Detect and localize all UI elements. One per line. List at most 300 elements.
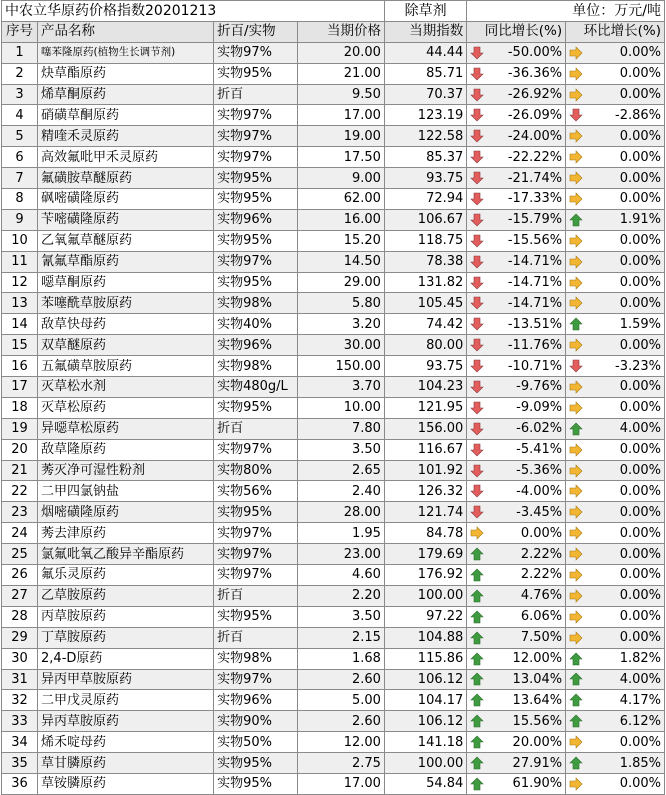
table-row: [2, 314, 665, 335]
table-row: [2, 335, 665, 356]
yoy-cell: [467, 147, 566, 168]
mom-cell: [566, 209, 665, 230]
row-idx: 5: [2, 126, 38, 147]
table-title: 中农立华原药价格指数20201213: [2, 1, 385, 22]
header-index: 当期指数: [384, 21, 466, 42]
row-idx: 28: [2, 606, 38, 627]
product-name: 二甲四氯钠盐: [38, 481, 214, 502]
spec: 实物40%: [214, 314, 298, 335]
mom-value: 0.00%: [619, 588, 661, 604]
current-index: 44.44: [384, 42, 466, 63]
current-price: 3.20: [298, 314, 384, 335]
header-spec: 折百/实物: [214, 21, 298, 42]
mom-value: 0.00%: [619, 546, 661, 562]
yoy-value: 13.04%: [512, 671, 563, 687]
mom-value: 0.00%: [619, 483, 661, 499]
arrow-down-icon: [470, 46, 484, 60]
yoy-cell: [467, 209, 566, 230]
mom-cell: [566, 502, 665, 523]
current-index: 93.75: [384, 168, 466, 189]
arrow-right-icon: [569, 296, 583, 310]
product-name: 灭草松原药: [38, 397, 214, 418]
mom-cell: [566, 189, 665, 210]
arrow-right-icon: [569, 505, 583, 519]
arrow-right-icon: [569, 380, 583, 394]
arrow-down-icon: [470, 67, 484, 81]
spec: 实物95%: [214, 502, 298, 523]
current-price: 3.50: [298, 606, 384, 627]
mom-value: 0.00%: [619, 87, 661, 102]
mom-value: 0.00%: [619, 149, 661, 165]
spec: 实物95%: [214, 189, 298, 210]
table-row: [2, 523, 665, 544]
spec: 折百: [214, 84, 298, 105]
mom-value: 0.00%: [619, 463, 661, 479]
current-index: 106.12: [384, 669, 466, 690]
yoy-cell: [467, 565, 566, 586]
row-idx: 26: [2, 565, 38, 586]
row-idx: 16: [2, 356, 38, 377]
product-name: 氟磺胺草醚原药: [38, 168, 214, 189]
table-row: [2, 293, 665, 314]
arrow-down-icon: [470, 422, 484, 436]
yoy-cell: [467, 690, 566, 711]
arrow-right-icon: [569, 276, 583, 290]
arrow-down-icon: [470, 401, 484, 415]
header-name: 产品名称: [38, 21, 214, 42]
yoy-cell: [467, 502, 566, 523]
mom-value: -3.23%: [615, 358, 661, 374]
current-index: 122.58: [384, 126, 466, 147]
current-index: 106.12: [384, 711, 466, 732]
arrow-right-icon: [569, 443, 583, 457]
yoy-cell: [467, 356, 566, 377]
arrow-up-icon: [470, 610, 484, 624]
mom-cell: [566, 753, 665, 774]
mom-cell: [566, 460, 665, 481]
mom-cell: [566, 565, 665, 586]
title-row: [2, 1, 665, 22]
product-name: 氯氟吡氧乙酸异辛酯原药: [38, 544, 214, 565]
current-price: 20.00: [298, 42, 384, 63]
current-index: 131.82: [384, 272, 466, 293]
row-idx: 2: [2, 63, 38, 84]
mom-value: 0.00%: [619, 609, 661, 625]
spec: 实物97%: [214, 565, 298, 586]
spec: 实物50%: [214, 732, 298, 753]
arrow-down-icon: [470, 171, 484, 185]
current-index: 121.95: [384, 397, 466, 418]
yoy-value: -3.45%: [516, 504, 563, 520]
product-name: 烟嘧磺隆原药: [38, 502, 214, 523]
spec: 折百: [214, 585, 298, 606]
header-row: [2, 21, 665, 42]
arrow-right-icon: [569, 568, 583, 582]
product-name: 乙氧氟草醚原药: [38, 230, 214, 251]
product-name: 苄嘧磺隆原药: [38, 209, 214, 230]
mom-value: 0.00%: [619, 442, 661, 458]
mom-cell: [566, 523, 665, 544]
current-index: 74.42: [384, 314, 466, 335]
yoy-cell: [467, 251, 566, 272]
yoy-value: -5.36%: [516, 463, 563, 479]
yoy-cell: [467, 773, 566, 794]
current-index: 93.75: [384, 356, 466, 377]
mom-value: 0.00%: [619, 66, 661, 82]
header-mom: 环比增长(%): [566, 21, 665, 42]
table-row: [2, 356, 665, 377]
spec: 实物97%: [214, 669, 298, 690]
row-idx: 8: [2, 189, 38, 210]
yoy-cell: [467, 272, 566, 293]
current-price: 150.00: [298, 356, 384, 377]
current-price: 9.00: [298, 168, 384, 189]
mom-cell: [566, 439, 665, 460]
table-row: [2, 189, 665, 210]
table-row: [2, 439, 665, 460]
current-index: 84.78: [384, 523, 466, 544]
spec: 实物95%: [214, 397, 298, 418]
arrow-up-icon: [569, 756, 583, 770]
arrow-up-icon: [470, 568, 484, 582]
arrow-up-icon: [470, 756, 484, 770]
table-row: [2, 377, 665, 398]
spec: 实物480g/L: [214, 377, 298, 398]
product-name: 双草醚原药: [38, 335, 214, 356]
yoy-cell: [467, 648, 566, 669]
arrow-down-icon: [470, 192, 484, 206]
product-name: 精喹禾灵原药: [38, 126, 214, 147]
row-idx: 23: [2, 502, 38, 523]
current-price: 62.00: [298, 189, 384, 210]
mom-cell: [566, 84, 665, 105]
yoy-value: -50.00%: [507, 45, 563, 61]
current-price: 3.50: [298, 439, 384, 460]
yoy-value: -24.00%: [507, 128, 563, 144]
current-price: 4.60: [298, 565, 384, 586]
yoy-cell: [467, 753, 566, 774]
current-index: 115.86: [384, 648, 466, 669]
table-row: [2, 648, 665, 669]
arrow-down-icon: [470, 464, 484, 478]
arrow-down-icon: [569, 359, 583, 373]
yoy-cell: [467, 335, 566, 356]
mom-cell: [566, 648, 665, 669]
table-row: [2, 544, 665, 565]
yoy-value: -9.09%: [516, 400, 563, 416]
yoy-value: -14.71%: [507, 254, 563, 270]
mom-cell: [566, 606, 665, 627]
mom-cell: [566, 314, 665, 335]
mom-value: 0.00%: [619, 295, 661, 311]
table-row: [2, 63, 665, 84]
product-name: 砜嘧磺隆原药: [38, 189, 214, 210]
spec: 实物96%: [214, 335, 298, 356]
yoy-value: 12.00%: [512, 651, 563, 667]
mom-cell: [566, 335, 665, 356]
arrow-up-icon: [569, 213, 583, 227]
mom-value: 0.00%: [619, 734, 661, 750]
mom-value: 0.00%: [619, 170, 661, 186]
current-price: 16.00: [298, 209, 384, 230]
yoy-value: 2.22%: [520, 567, 563, 583]
product-name: 丙草胺原药: [38, 606, 214, 627]
current-index: 156.00: [384, 418, 466, 439]
table-row: [2, 711, 665, 732]
arrow-down-icon: [470, 88, 484, 102]
yoy-cell: [467, 293, 566, 314]
header-yoy: 同比增长(%): [467, 21, 566, 42]
mom-value: 1.82%: [619, 651, 661, 667]
row-idx: 10: [2, 230, 38, 251]
yoy-value: 7.50%: [520, 630, 563, 646]
arrow-right-icon: [470, 526, 484, 540]
spec: 实物95%: [214, 773, 298, 794]
mom-cell: [566, 230, 665, 251]
yoy-cell: [467, 439, 566, 460]
arrow-down-icon: [470, 213, 484, 227]
table-row: [2, 732, 665, 753]
mom-cell: [566, 669, 665, 690]
yoy-value: -26.09%: [507, 107, 563, 123]
product-name: 硝磺草酮原药: [38, 105, 214, 126]
current-index: 80.00: [384, 335, 466, 356]
spec: 实物97%: [214, 147, 298, 168]
yoy-cell: [467, 585, 566, 606]
product-name: 五氟磺草胺原药: [38, 356, 214, 377]
product-name: 2,4-D原药: [38, 648, 214, 669]
yoy-cell: [467, 481, 566, 502]
mom-value: 0.00%: [619, 45, 661, 61]
table-row: [2, 460, 665, 481]
yoy-value: -9.76%: [516, 379, 563, 395]
current-index: 104.23: [384, 377, 466, 398]
current-price: 30.00: [298, 335, 384, 356]
yoy-cell: [467, 460, 566, 481]
mom-value: 0.00%: [619, 233, 661, 249]
spec: 实物95%: [214, 606, 298, 627]
current-index: 54.84: [384, 773, 466, 794]
yoy-cell: [467, 105, 566, 126]
arrow-right-icon: [569, 526, 583, 540]
yoy-value: -10.71%: [507, 358, 563, 374]
mom-cell: [566, 690, 665, 711]
row-idx: 7: [2, 168, 38, 189]
yoy-cell: [467, 544, 566, 565]
current-index: 123.19: [384, 105, 466, 126]
mom-value: 0.00%: [619, 504, 661, 520]
table-row: [2, 585, 665, 606]
spec: 实物95%: [214, 753, 298, 774]
yoy-cell: [467, 606, 566, 627]
arrow-down-icon: [470, 150, 484, 164]
current-index: 105.45: [384, 293, 466, 314]
row-idx: 18: [2, 397, 38, 418]
product-name: 敌草隆原药: [38, 439, 214, 460]
mom-value: 0.00%: [619, 128, 661, 144]
spec: 实物95%: [214, 168, 298, 189]
mom-value: 0.00%: [619, 567, 661, 583]
mom-value: 0.00%: [619, 400, 661, 416]
mom-cell: [566, 544, 665, 565]
yoy-value: -6.02%: [516, 421, 563, 437]
spec: 折百: [214, 627, 298, 648]
current-price: 1.68: [298, 648, 384, 669]
product-name: 炔草酯原药: [38, 63, 214, 84]
arrow-down-icon: [470, 234, 484, 248]
row-idx: 25: [2, 544, 38, 565]
yoy-value: -14.71%: [507, 295, 563, 311]
arrow-right-icon: [569, 589, 583, 603]
mom-value: -2.86%: [615, 107, 661, 123]
arrow-up-icon: [569, 714, 583, 728]
mom-value: 6.12%: [619, 713, 661, 729]
arrow-up-icon: [569, 422, 583, 436]
yoy-cell: [467, 732, 566, 753]
row-idx: 31: [2, 669, 38, 690]
mom-cell: [566, 147, 665, 168]
spec: 实物90%: [214, 711, 298, 732]
arrow-down-icon: [470, 505, 484, 519]
arrow-up-icon: [470, 735, 484, 749]
current-price: 10.00: [298, 397, 384, 418]
arrow-down-icon: [470, 484, 484, 498]
arrow-down-icon: [470, 296, 484, 310]
arrow-up-icon: [569, 652, 583, 666]
product-name: 氰氟草酯原药: [38, 251, 214, 272]
arrow-right-icon: [569, 610, 583, 624]
spec: 实物95%: [214, 272, 298, 293]
table-row: [2, 606, 665, 627]
yoy-value: -5.41%: [516, 442, 563, 458]
arrow-up-icon: [470, 714, 484, 728]
current-price: 2.60: [298, 669, 384, 690]
table-row: [2, 753, 665, 774]
table-row: [2, 105, 665, 126]
product-name: 草铵膦原药: [38, 773, 214, 794]
yoy-value: 4.76%: [520, 588, 563, 604]
table-row: [2, 147, 665, 168]
current-index: 97.22: [384, 606, 466, 627]
arrow-right-icon: [569, 234, 583, 248]
row-idx: 14: [2, 314, 38, 335]
mom-cell: [566, 42, 665, 63]
row-idx: 15: [2, 335, 38, 356]
mom-value: 4.00%: [619, 671, 661, 687]
yoy-cell: [467, 377, 566, 398]
arrow-down-icon: [470, 276, 484, 290]
row-idx: 19: [2, 418, 38, 439]
mom-cell: [566, 272, 665, 293]
mom-cell: [566, 126, 665, 147]
row-idx: 34: [2, 732, 38, 753]
arrow-right-icon: [569, 338, 583, 352]
current-price: 2.20: [298, 585, 384, 606]
mom-cell: [566, 293, 665, 314]
row-idx: 32: [2, 690, 38, 711]
table-row: [2, 251, 665, 272]
current-price: 28.00: [298, 502, 384, 523]
row-idx: 17: [2, 377, 38, 398]
product-name: 乙草胺原药: [38, 585, 214, 606]
row-idx: 20: [2, 439, 38, 460]
table-row: [2, 565, 665, 586]
row-idx: 29: [2, 627, 38, 648]
mom-value: 1.85%: [619, 755, 661, 771]
mom-cell: [566, 251, 665, 272]
current-price: 21.00: [298, 63, 384, 84]
row-idx: 9: [2, 209, 38, 230]
arrow-down-icon: [470, 443, 484, 457]
mom-value: 4.17%: [619, 692, 661, 708]
current-index: 141.18: [384, 732, 466, 753]
mom-value: 0.00%: [619, 191, 661, 207]
row-idx: 36: [2, 773, 38, 794]
product-name: 异噁草松原药: [38, 418, 214, 439]
arrow-right-icon: [569, 735, 583, 749]
table-row: [2, 481, 665, 502]
row-idx: 27: [2, 585, 38, 606]
arrow-up-icon: [470, 589, 484, 603]
row-idx: 1: [2, 42, 38, 63]
yoy-value: -21.74%: [507, 170, 563, 186]
price-index-table: [1, 0, 665, 795]
arrow-up-icon: [569, 672, 583, 686]
current-price: 2.65: [298, 460, 384, 481]
yoy-cell: [467, 397, 566, 418]
arrow-right-icon: [569, 171, 583, 185]
current-index: 78.38: [384, 251, 466, 272]
arrow-up-icon: [569, 693, 583, 707]
arrow-up-icon: [470, 547, 484, 561]
yoy-value: 15.56%: [512, 713, 563, 729]
arrow-right-icon: [569, 464, 583, 478]
arrow-up-icon: [569, 317, 583, 331]
current-index: 101.92: [384, 460, 466, 481]
row-idx: 11: [2, 251, 38, 272]
table-row: [2, 230, 665, 251]
mom-cell: [566, 356, 665, 377]
yoy-value: -22.22%: [507, 149, 563, 165]
current-price: 2.40: [298, 481, 384, 502]
row-idx: 33: [2, 711, 38, 732]
table-row: [2, 126, 665, 147]
yoy-value: 6.06%: [520, 609, 563, 625]
spec: 实物98%: [214, 356, 298, 377]
spec: 实物98%: [214, 648, 298, 669]
spec: 实物96%: [214, 209, 298, 230]
arrow-up-icon: [470, 652, 484, 666]
product-name: 噻苯隆原药(植物生长调节剂): [38, 42, 214, 63]
mom-value: 0.00%: [619, 630, 661, 646]
spec: 实物97%: [214, 439, 298, 460]
spec: 实物96%: [214, 690, 298, 711]
mom-value: 0.00%: [619, 254, 661, 270]
row-idx: 3: [2, 84, 38, 105]
mom-value: 0.00%: [619, 525, 661, 541]
yoy-value: -13.51%: [507, 316, 563, 332]
arrow-up-icon: [470, 777, 484, 791]
yoy-cell: [467, 314, 566, 335]
mom-cell: [566, 585, 665, 606]
mom-value: 4.00%: [619, 421, 661, 437]
yoy-value: 2.22%: [520, 546, 563, 562]
table-row: [2, 773, 665, 794]
arrow-down-icon: [470, 129, 484, 143]
table-row: [2, 418, 665, 439]
row-idx: 35: [2, 753, 38, 774]
arrow-down-icon: [470, 338, 484, 352]
